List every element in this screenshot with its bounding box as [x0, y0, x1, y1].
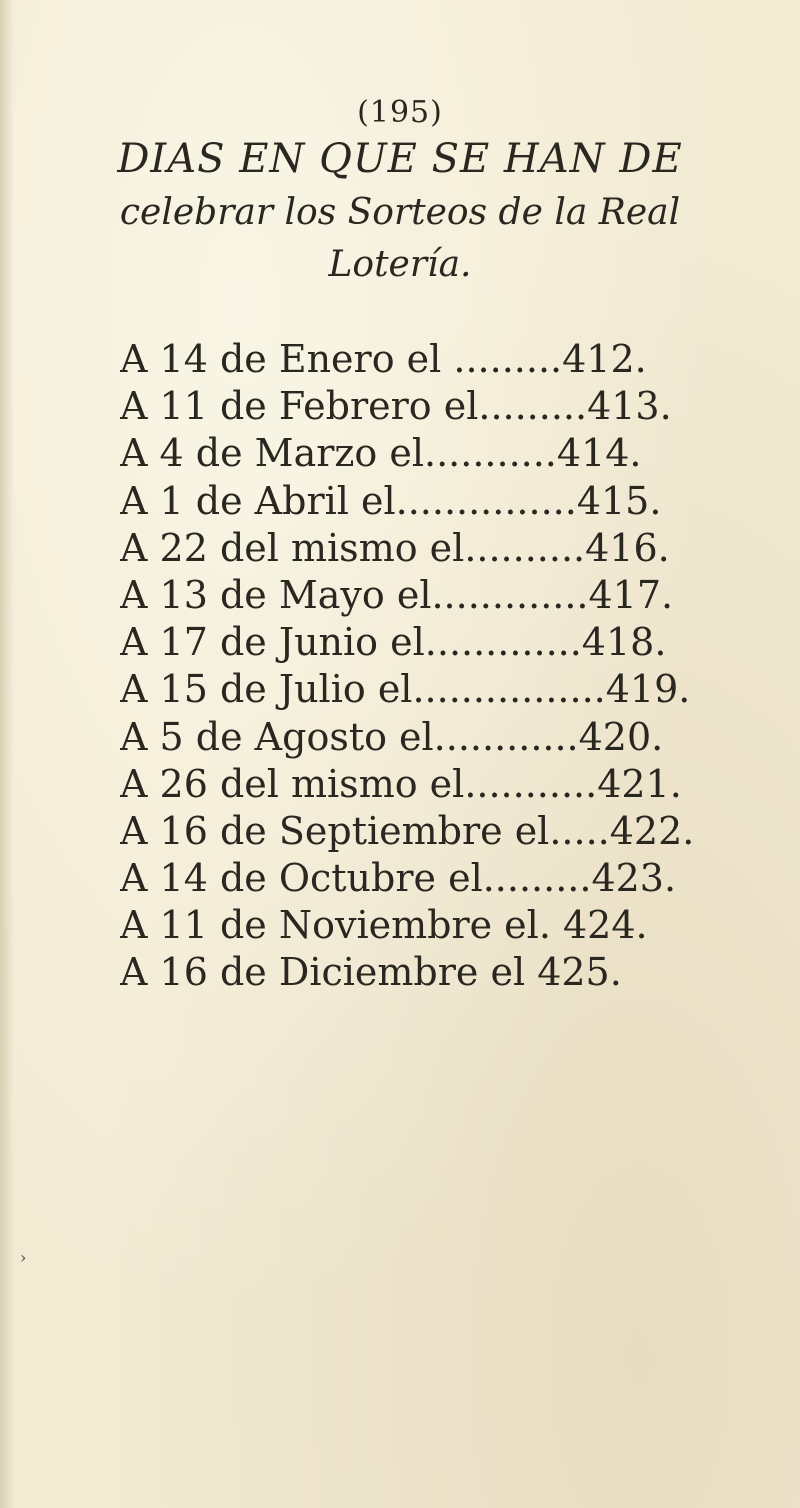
- list-item: [120, 383, 740, 430]
- entry-text: A 22 del mismo el..........416.: [120, 525, 670, 570]
- entry-text: A 13 de Mayo el.............417.: [120, 572, 674, 617]
- list-item: [120, 336, 740, 383]
- entry-text: A 14 de Enero el .........412.: [120, 337, 647, 381]
- entry-text: A 16 de Septiembre el.....422.: [120, 808, 695, 853]
- page-left-edge: [0, 0, 14, 1508]
- list-item: [120, 572, 740, 619]
- entry-text: A 1 de Abril el...............415.: [120, 478, 662, 523]
- entry-text: A 14 de Octubre el.........423.: [120, 856, 677, 901]
- entry-text: A 11 de Febrero el.........413.: [120, 384, 672, 429]
- list-item: [120, 619, 740, 666]
- list-item: [120, 902, 740, 949]
- list-item: [120, 525, 740, 572]
- lottery-dates-list: [120, 336, 740, 997]
- heading-line-1: DIAS EN QUE SE HAN DE: [117, 136, 683, 182]
- list-item: [120, 855, 740, 902]
- list-item: [120, 761, 740, 808]
- entry-text: A 16 de Diciembre el 425.: [120, 950, 622, 995]
- heading-line-2: celebrar los Sorteos de la Real: [119, 192, 681, 233]
- list-item: [120, 430, 740, 477]
- list-item: [120, 714, 740, 761]
- entry-text: A 17 de Junio el.............418.: [120, 620, 667, 665]
- entry-text: A 26 del mismo el...........421.: [120, 761, 682, 806]
- heading-line-3: Lotería.: [328, 244, 472, 285]
- entry-text: A 11 de Noviembre el. 424.: [120, 903, 648, 948]
- list-item: [120, 478, 740, 525]
- entry-text: A 5 de Agosto el............420.: [120, 714, 664, 759]
- list-item: [120, 666, 740, 713]
- entry-text: A 15 de Julio el................419.: [120, 667, 691, 712]
- page-number: (195): [357, 95, 443, 130]
- list-item: [120, 949, 740, 996]
- margin-mark: ›: [20, 1248, 27, 1267]
- list-item: [120, 808, 740, 855]
- entry-text: A 4 de Marzo el...........414.: [120, 431, 642, 476]
